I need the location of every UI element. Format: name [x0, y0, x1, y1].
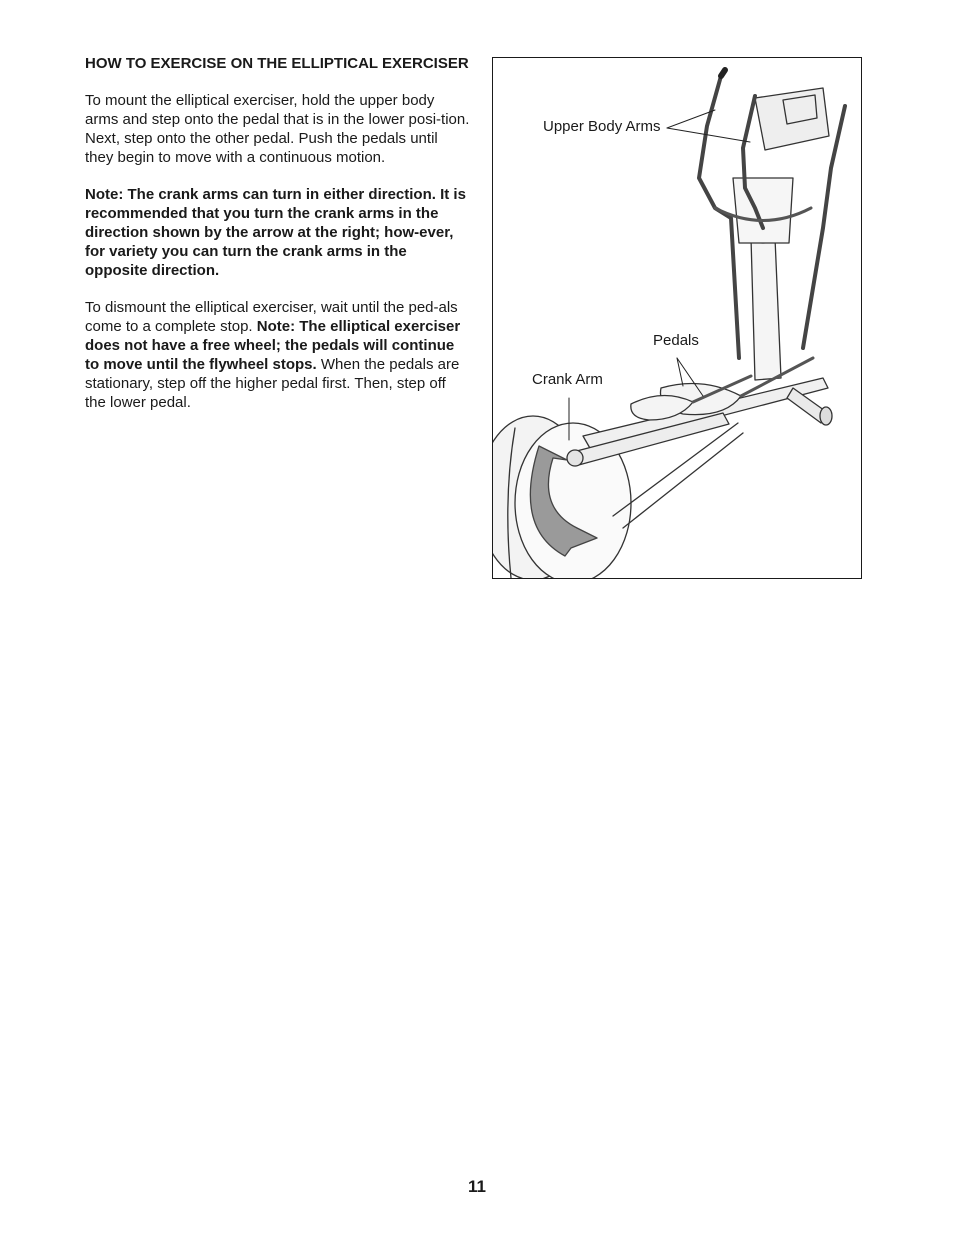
label-pedals: Pedals — [653, 332, 699, 349]
label-crank-arm: Crank Arm — [532, 371, 603, 388]
flywheel-note: Note: The elliptical exerciser does not have a free wheel; the pedals will continue to move until the flywheel stops. — [85, 318, 461, 373]
crank-hub — [567, 450, 583, 466]
mount-paragraph: To mount the elliptical exerciser, hold the upper body arms and step onto the pedal that is in the lower posi-tion. Next, step onto the other pedal. Push the pedals until they begin to move with a continuous motion. — [85, 92, 470, 166]
dismount-paragraph — [85, 298, 470, 412]
console — [755, 88, 829, 150]
upright-column — [751, 238, 781, 380]
dismount-text-start: To dismount the elliptical exerciser, wait until the ped-als come to a complete stop. — [85, 299, 458, 335]
dismount-text-end: When the pedals are stationary, step off the higher pedal first. Then, step off the lower pedal. — [85, 356, 460, 411]
console-mast — [733, 178, 793, 243]
elliptical-drawing — [493, 58, 862, 579]
upper-arm-far — [803, 106, 845, 348]
crank-direction-note: Note: The crank arms can turn in either direction. It is recommended that you turn the crank arms in the direction shown by the arrow at the right; how-ever, for variety you can turn the crank arms in the opposite direction. — [85, 186, 466, 279]
label-upper-body-arms: Upper Body Arms — [543, 118, 661, 135]
elliptical-illustration — [492, 57, 862, 579]
section-heading: HOW TO EXERCISE ON THE ELLIPTICAL EXERCISER — [85, 55, 469, 72]
instructions-column — [85, 54, 470, 430]
leader-upper-arms-2 — [667, 128, 750, 142]
page-number: 11 — [468, 1177, 486, 1196]
